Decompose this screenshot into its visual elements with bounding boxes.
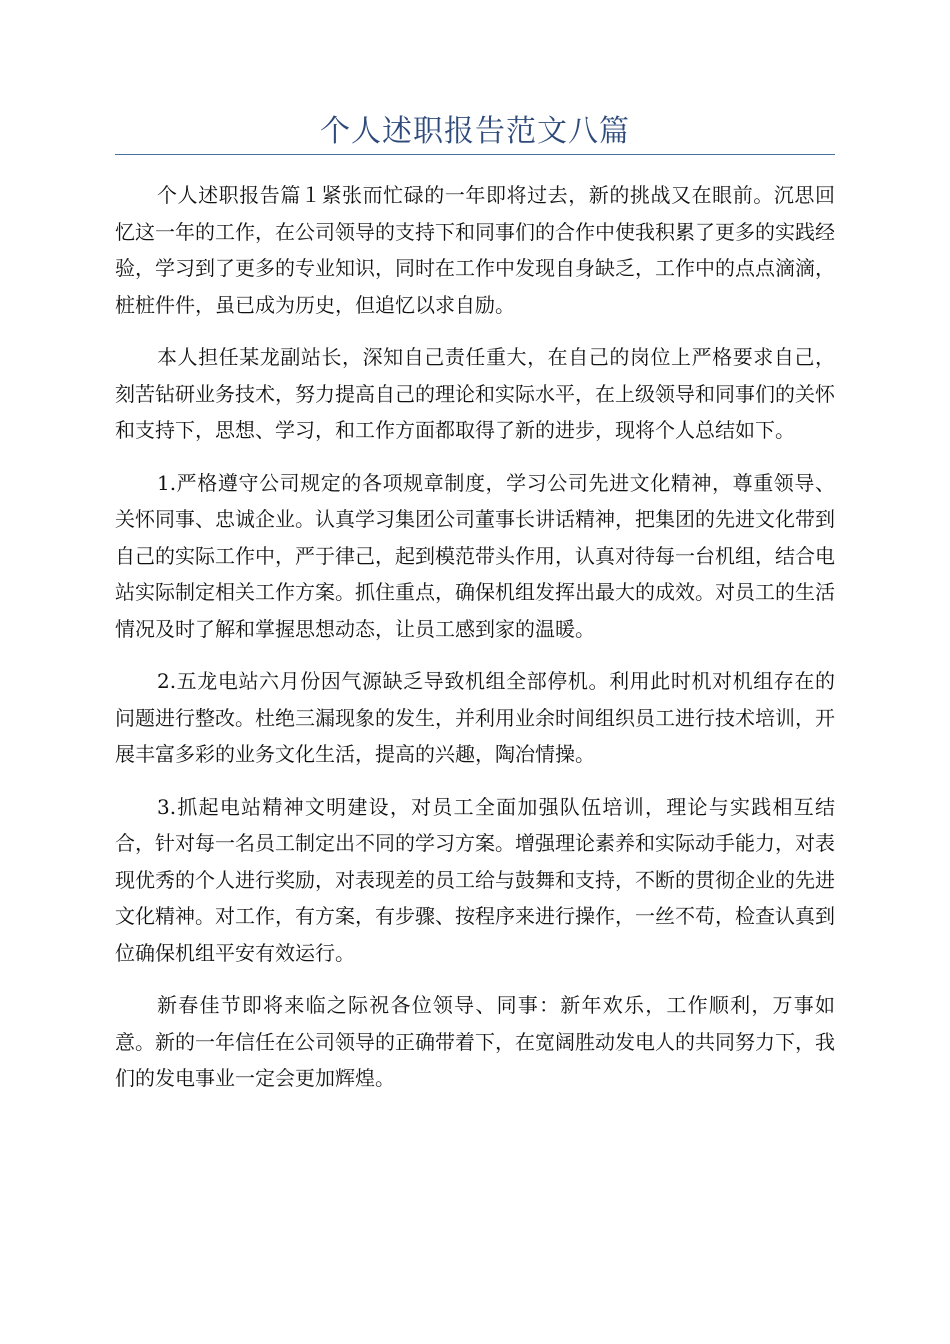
paragraph-intro: 个人述职报告篇１紧张而忙碌的一年即将过去，新的挑战又在眼前。沉思回忆这一年的工作，在公司领导的支持下和同事们的合作中使我积累了更多的实践经验，学习到了更多的专业知识，同时在工作中发现自身缺乏，工作中的点点滴滴，桩桩件件，虽已成为历史，但追忆以求自励。 <box>115 183 835 317</box>
document-title: 个人述职报告范文八篇 <box>320 114 630 149</box>
paragraph-closing: 新春佳节即将来临之际祝各位领导、同事：新年欢乐，工作顺利，万事如意。新的一年信任在公司领导的正确带着下，在宽阔胜动发电人的共同努力下，我们的发电事业一定会更加辉煌。 <box>115 993 835 1090</box>
paragraph-role: 本人担任某龙副站长，深知自己责任重大，在自己的岗位上严格要求自己，刻苦钻研业务技术，努力提高自己的理论和实际水平，在上级领导和同事们的关怀和支持下，思想、学习，和工作方面都取得了新的进步，现将个人总结如下。 <box>115 345 835 442</box>
paragraph-point-2: 2.五龙电站六月份因气源缺乏导致机组全部停机。利用此时机对机组存在的问题进行整改。杜绝三漏现象的发生，并利用业余时间组织员工进行技术培训，开展丰富多彩的业务文化生活，提高的兴趣，陶冶情操。 <box>115 669 835 766</box>
title-underline <box>115 154 835 155</box>
paragraph-point-1: 1.严格遵守公司规定的各项规章制度，学习公司先进文化精神，尊重领导、关怀同事、忠诚企业。认真学习集团公司董事长讲话精神，把集团的先进文化带到自己的实际工作中，严于律己，起到模范带头作用，认真对待每一台机组，结合电站实际制定相关工作方案。抓住重点，确保机组发挥出最大的成效。对员工的生活情况及时了解和掌握思想动态，让员工感到家的温暖。 <box>115 470 835 641</box>
document-page <box>115 110 835 1113</box>
paragraph-point-3: 3.抓起电站精神文明建设，对员工全面加强队伍培训，理论与实践相互结合，针对每一名员工制定出不同的学习方案。增强理论素养和实际动手能力，对表现优秀的个人进行奖励，对表现差的员工给与鼓舞和支持，不断的贯彻企业的先进文化精神。对工作，有方案，有步骤、按程序来进行操作，一丝不苟，检查认真到位确保机组平安有效运行。 <box>115 794 835 965</box>
